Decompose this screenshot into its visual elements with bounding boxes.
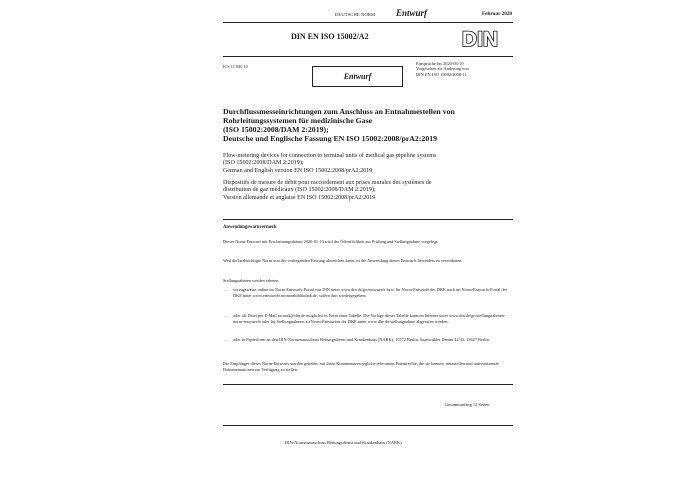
din-logo xyxy=(460,25,500,51)
objection-line: DIN EN ISO 15002:2008-11 xyxy=(416,71,467,77)
french-title xyxy=(223,180,513,202)
warning-rule-bottom xyxy=(223,384,513,385)
french-title-line: distribution de gaz médicaux (ISO 15002:2008/DAM 2:2019); xyxy=(223,187,376,194)
german-title-line: Deutsche und Englische Fassung EN ISO 15002:2008/prA2:2019 xyxy=(223,134,438,144)
publication-date: Februar 2020 xyxy=(482,11,513,17)
english-title-line: Flow-metering devices for connection to terminal units of medical gas pipeline systems xyxy=(223,153,437,159)
draft-box xyxy=(312,66,403,87)
header-rule xyxy=(223,22,513,23)
document-page xyxy=(213,0,513,495)
bullet-marker: – xyxy=(225,337,228,342)
norm-label: DEUTSCHE NORM xyxy=(335,12,376,17)
french-title-line: Dispositifs de mesure de débit pour raccordement aux prises murales des systèmes de xyxy=(223,180,432,186)
list-item xyxy=(225,337,508,343)
warning-heading: Anwendungswarnvermerk xyxy=(223,225,277,230)
english-title xyxy=(223,153,513,175)
list-item-text: oder als Datei per E-Mail an nark@din.de möglichst in Form einer Tabelle. Die Vorlage dieser Tabelle kann im Internet unter www.din.de/go/stellungnahmen-norm-entwuerfe oder für Stellungnahmen zu Norm-Entwürfen der DKE unter www.dke.de/stellungnahme abgerufen werden; xyxy=(233,313,506,324)
ics-code: ICS 11.040.10 xyxy=(223,64,248,69)
page-count: Gesamtumfang 12 Seiten xyxy=(445,402,490,407)
german-title xyxy=(223,107,513,143)
bullet-marker: – xyxy=(225,287,228,292)
committee-footer: DIN-Normenausschuss Rettungsdienst und Krankenhaus (NARK) xyxy=(285,440,402,445)
document-number: DIN EN ISO 15002/A2 xyxy=(291,32,369,41)
warning-paragraph: Dieser Norm-Entwurf mit Erscheinungsdatum 2020-01-10 wird der Öffentlichkeit zur Prüfung und Stellungnahme vorgelegt. xyxy=(223,239,439,244)
objection-deadline xyxy=(416,61,513,77)
status-label: Entwurf xyxy=(396,8,428,18)
english-title-line: German and English version EN ISO 15002:2008/prA2:2019 xyxy=(223,167,373,174)
din-logo-text: DIN xyxy=(461,28,499,51)
title-block-rule xyxy=(223,56,513,57)
draft-box-label: Entwurf xyxy=(343,72,372,81)
list-item xyxy=(225,313,508,324)
list-item-text: oder in Papierform an den DIN-Normenausschuss Rettungsdienst und Krankenhaus (NARK), 10772 Berlin, Saatwinkler Damm 42/43, 13627 Berlin. xyxy=(233,337,490,342)
warning-paragraph: Stellungnahmen werden erbeten xyxy=(223,278,279,283)
objection-line: Vorgesehen als Änderung von xyxy=(416,66,469,72)
list-item-text: vorzugsweise online im Norm-Entwurfs-Portal von DIN unter www.din.de/go/entwuerfe bzw. für Norm-Entwürfe der DKE auch im Norm-Entwurfs-Portal der DKE unter www.entwuerfe.normenbibliothek.de, sofern dort wiedergegeben; xyxy=(233,287,508,298)
german-title-line: (ISO 15002:2008/DAM 2:2019); xyxy=(223,125,329,135)
german-title-line: Rohrleitungssystemen für medizinische Gase xyxy=(223,116,373,126)
objection-line: Einsprüche bis 2020-03-10 xyxy=(416,61,464,66)
warning-rule-top xyxy=(223,219,513,220)
warning-paragraph: Weil die beabsichtigte Norm von der vorliegenden Fassung abweichen kann, ist die Anwendung dieses Entwurfs besonders zu vereinbaren. xyxy=(223,258,463,263)
warning-paragraph: Die Empfänger dieses Norm-Entwurfs werden gebeten, mit ihren Kommentaren jegliche relevanten Patentrechte, die sie kennen, mitzuteilen und unterstützende Dokumentationen zur Verfügung zu stellen. xyxy=(223,361,499,372)
english-title-line: (ISO 15002:2008/DAM 2:2019); xyxy=(223,160,304,167)
bullet-marker: – xyxy=(225,313,228,318)
footer-rule xyxy=(223,425,513,426)
french-title-line: Version allemande et anglaise EN ISO 15002:2008/prA2:2019 xyxy=(223,194,376,201)
german-title-line: Durchflussmesseinrichtungen zum Anschluss an Entnahmestellen von xyxy=(223,107,455,116)
list-item xyxy=(225,287,508,298)
